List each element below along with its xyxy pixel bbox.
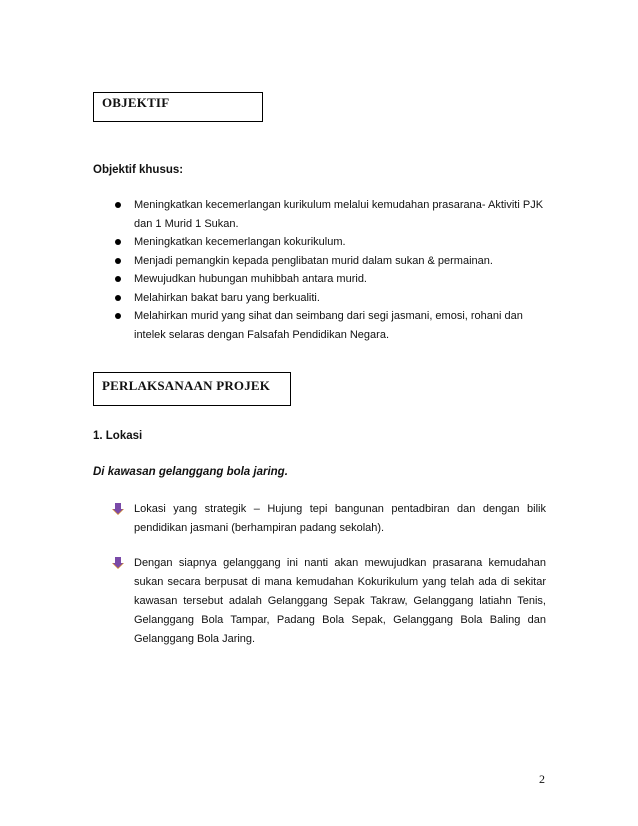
bullet-dot-icon	[115, 295, 121, 301]
list-item-text: Meningkatkan kecemerlangan kurikulum melalui kemudahan prasarana- Aktiviti PJK dan 1 Murid 1 Sukan.	[134, 199, 544, 230]
list-item-text: Melahirkan murid yang sihat dan seimbang dari segi jasmani, emosi, rohani dan intelek selaras dengan Falsafah Pendidikan Negara.	[134, 310, 523, 341]
list-item-text: Mewujudkan hubungan muhibbah antara murid.	[134, 273, 367, 285]
paragraph-prasarana	[112, 554, 546, 649]
list-item-text: Melahirkan bakat baru yang berkualiti.	[134, 291, 320, 304]
heading-objektif-text: OBJEKTIF	[102, 95, 170, 110]
objective-list	[112, 196, 546, 344]
paragraph-text: Dengan siapnya gelanggang ini nanti akan mewujudkan prasarana kemudahan sukan secara berpusat di mana kemudahan Kokurikulum yang telah ada di sekitar kawasan tersebut adalah Gelanggang Sepak Takraw, Gelanggang latiahn Tenis, Gelanggang Bola Tampar, Padang Bola Sepak, Gelanggang Bola Baling dan Gelanggang Bola Jaring.	[134, 557, 546, 645]
list-item-text: Menjadi pemangkin kepada penglibatan murid dalam sukan & permainan.	[134, 254, 493, 267]
lokasi-label: 1. Lokasi	[93, 430, 143, 442]
lokasi-sub: Di kawasan gelanggang bola jaring.	[93, 466, 288, 478]
list-item	[112, 307, 546, 344]
page-number: 2	[539, 772, 545, 786]
list-item-text: Meningkatkan kecemerlangan kokurikulum.	[134, 236, 346, 248]
bullet-dot-icon	[115, 258, 121, 264]
heading-perlaksanaan	[93, 372, 291, 406]
heading-perlaksanaan-text: PERLAKSANAAN PROJEK	[102, 378, 271, 393]
objektif-khusus-label: Objektif khusus:	[93, 164, 184, 176]
arrow-bullet-icon	[112, 557, 124, 569]
paragraph-lokasi	[112, 500, 546, 538]
bullet-dot-icon	[115, 202, 121, 208]
list-item	[112, 252, 546, 271]
list-item	[112, 289, 546, 308]
heading-objektif	[93, 92, 263, 122]
list-item	[112, 270, 546, 289]
bullet-dot-icon	[115, 313, 121, 319]
list-item	[112, 196, 546, 233]
bullet-dot-icon	[115, 276, 121, 282]
paragraph-text: Lokasi yang strategik – Hujung tepi bangunan pentadbiran dan dengan bilik pendidikan jasmani (berhampiran padang sekolah).	[134, 503, 546, 534]
list-item	[112, 233, 546, 252]
arrow-bullet-icon	[112, 503, 124, 515]
bullet-dot-icon	[115, 239, 121, 245]
